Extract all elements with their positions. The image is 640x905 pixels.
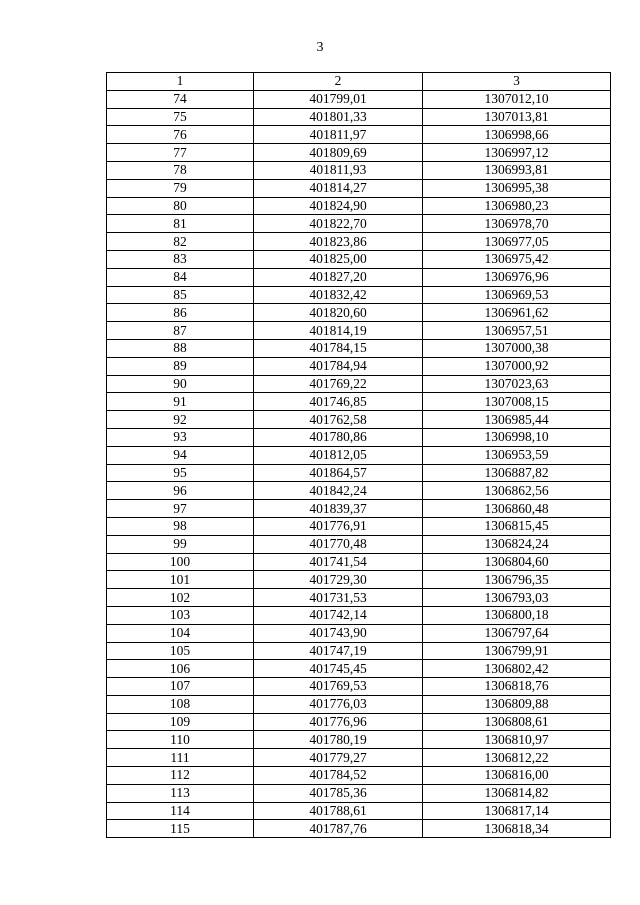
y-coordinate-cell: 1306957,51 bbox=[423, 322, 611, 340]
point-number-cell: 102 bbox=[107, 589, 254, 607]
point-number-cell: 87 bbox=[107, 322, 254, 340]
point-number-cell: 100 bbox=[107, 553, 254, 571]
y-coordinate-cell: 1307000,38 bbox=[423, 339, 611, 357]
point-number-cell: 96 bbox=[107, 482, 254, 500]
point-number-cell: 114 bbox=[107, 802, 254, 820]
table-row bbox=[107, 304, 611, 322]
table-row bbox=[107, 660, 611, 678]
y-coordinate-cell: 1306862,56 bbox=[423, 482, 611, 500]
y-coordinate-cell: 1306812,22 bbox=[423, 749, 611, 767]
point-number-cell: 78 bbox=[107, 161, 254, 179]
table-row bbox=[107, 820, 611, 838]
point-number-cell: 74 bbox=[107, 90, 254, 108]
x-coordinate-cell: 401746,85 bbox=[254, 393, 423, 411]
point-number-cell: 76 bbox=[107, 126, 254, 144]
y-coordinate-cell: 1306824,24 bbox=[423, 535, 611, 553]
y-coordinate-cell: 1306995,38 bbox=[423, 179, 611, 197]
y-coordinate-cell: 1306969,53 bbox=[423, 286, 611, 304]
y-coordinate-cell: 1306804,60 bbox=[423, 553, 611, 571]
x-coordinate-cell: 401776,96 bbox=[254, 713, 423, 731]
table-row bbox=[107, 606, 611, 624]
point-number-cell: 82 bbox=[107, 233, 254, 251]
x-coordinate-cell: 401769,53 bbox=[254, 678, 423, 696]
point-number-cell: 85 bbox=[107, 286, 254, 304]
y-coordinate-cell: 1306818,76 bbox=[423, 678, 611, 696]
table-row bbox=[107, 553, 611, 571]
x-coordinate-cell: 401842,24 bbox=[254, 482, 423, 500]
x-coordinate-cell: 401811,93 bbox=[254, 161, 423, 179]
y-coordinate-cell: 1306797,64 bbox=[423, 624, 611, 642]
x-coordinate-cell: 401825,00 bbox=[254, 250, 423, 268]
table-body bbox=[107, 90, 611, 837]
y-coordinate-cell: 1306998,66 bbox=[423, 126, 611, 144]
point-number-cell: 101 bbox=[107, 571, 254, 589]
x-coordinate-cell: 401784,52 bbox=[254, 767, 423, 785]
table-row bbox=[107, 126, 611, 144]
x-coordinate-cell: 401729,30 bbox=[254, 571, 423, 589]
point-number-cell: 86 bbox=[107, 304, 254, 322]
y-coordinate-cell: 1306860,48 bbox=[423, 500, 611, 518]
table-row bbox=[107, 250, 611, 268]
y-coordinate-cell: 1306802,42 bbox=[423, 660, 611, 678]
y-coordinate-cell: 1307000,92 bbox=[423, 357, 611, 375]
x-coordinate-cell: 401839,37 bbox=[254, 500, 423, 518]
table-row bbox=[107, 322, 611, 340]
table-row bbox=[107, 624, 611, 642]
x-coordinate-cell: 401780,86 bbox=[254, 428, 423, 446]
point-number-cell: 88 bbox=[107, 339, 254, 357]
y-coordinate-cell: 1306993,81 bbox=[423, 161, 611, 179]
x-coordinate-cell: 401787,76 bbox=[254, 820, 423, 838]
x-coordinate-cell: 401784,94 bbox=[254, 357, 423, 375]
table-row bbox=[107, 375, 611, 393]
x-coordinate-cell: 401780,19 bbox=[254, 731, 423, 749]
table-row bbox=[107, 357, 611, 375]
table-row bbox=[107, 678, 611, 696]
x-coordinate-cell: 401762,58 bbox=[254, 411, 423, 429]
y-coordinate-cell: 1306814,82 bbox=[423, 784, 611, 802]
point-number-cell: 105 bbox=[107, 642, 254, 660]
point-number-cell: 81 bbox=[107, 215, 254, 233]
x-coordinate-cell: 401776,03 bbox=[254, 695, 423, 713]
table-row bbox=[107, 731, 611, 749]
point-number-cell: 91 bbox=[107, 393, 254, 411]
x-coordinate-cell: 401801,33 bbox=[254, 108, 423, 126]
y-coordinate-cell: 1306815,45 bbox=[423, 517, 611, 535]
y-coordinate-cell: 1306977,05 bbox=[423, 233, 611, 251]
table-row bbox=[107, 500, 611, 518]
x-coordinate-cell: 401799,01 bbox=[254, 90, 423, 108]
point-number-cell: 89 bbox=[107, 357, 254, 375]
point-number-cell: 77 bbox=[107, 144, 254, 162]
column-header-3: 3 bbox=[423, 73, 611, 91]
table-row bbox=[107, 535, 611, 553]
x-coordinate-cell: 401742,14 bbox=[254, 606, 423, 624]
y-coordinate-cell: 1306808,61 bbox=[423, 713, 611, 731]
x-coordinate-cell: 401823,86 bbox=[254, 233, 423, 251]
y-coordinate-cell: 1306887,82 bbox=[423, 464, 611, 482]
point-number-cell: 83 bbox=[107, 250, 254, 268]
x-coordinate-cell: 401784,15 bbox=[254, 339, 423, 357]
point-number-cell: 80 bbox=[107, 197, 254, 215]
y-coordinate-cell: 1306818,34 bbox=[423, 820, 611, 838]
x-coordinate-cell: 401822,70 bbox=[254, 215, 423, 233]
x-coordinate-cell: 401832,42 bbox=[254, 286, 423, 304]
point-number-cell: 104 bbox=[107, 624, 254, 642]
table-row bbox=[107, 713, 611, 731]
page-number: 3 bbox=[316, 40, 324, 55]
point-number-cell: 112 bbox=[107, 767, 254, 785]
table-row bbox=[107, 749, 611, 767]
y-coordinate-cell: 1306799,91 bbox=[423, 642, 611, 660]
table-row bbox=[107, 90, 611, 108]
y-coordinate-cell: 1306997,12 bbox=[423, 144, 611, 162]
x-coordinate-cell: 401864,57 bbox=[254, 464, 423, 482]
y-coordinate-cell: 1306980,23 bbox=[423, 197, 611, 215]
table-row bbox=[107, 215, 611, 233]
point-number-cell: 98 bbox=[107, 517, 254, 535]
point-number-cell: 109 bbox=[107, 713, 254, 731]
x-coordinate-cell: 401814,19 bbox=[254, 322, 423, 340]
x-coordinate-cell: 401820,60 bbox=[254, 304, 423, 322]
table-row bbox=[107, 411, 611, 429]
table-row bbox=[107, 482, 611, 500]
table-row bbox=[107, 179, 611, 197]
point-number-cell: 113 bbox=[107, 784, 254, 802]
column-header-2: 2 bbox=[254, 73, 423, 91]
y-coordinate-cell: 1306976,96 bbox=[423, 268, 611, 286]
x-coordinate-cell: 401824,90 bbox=[254, 197, 423, 215]
point-number-cell: 111 bbox=[107, 749, 254, 767]
point-number-cell: 79 bbox=[107, 179, 254, 197]
x-coordinate-cell: 401779,27 bbox=[254, 749, 423, 767]
y-coordinate-cell: 1306817,14 bbox=[423, 802, 611, 820]
point-number-cell: 84 bbox=[107, 268, 254, 286]
y-coordinate-cell: 1306985,44 bbox=[423, 411, 611, 429]
point-number-cell: 108 bbox=[107, 695, 254, 713]
x-coordinate-cell: 401811,97 bbox=[254, 126, 423, 144]
table-row bbox=[107, 161, 611, 179]
y-coordinate-cell: 1306800,18 bbox=[423, 606, 611, 624]
table-row bbox=[107, 464, 611, 482]
x-coordinate-cell: 401769,22 bbox=[254, 375, 423, 393]
table-row bbox=[107, 446, 611, 464]
point-number-cell: 75 bbox=[107, 108, 254, 126]
y-coordinate-cell: 1306810,97 bbox=[423, 731, 611, 749]
x-coordinate-cell: 401747,19 bbox=[254, 642, 423, 660]
table-row bbox=[107, 108, 611, 126]
x-coordinate-cell: 401785,36 bbox=[254, 784, 423, 802]
y-coordinate-cell: 1307013,81 bbox=[423, 108, 611, 126]
point-number-cell: 115 bbox=[107, 820, 254, 838]
point-number-cell: 107 bbox=[107, 678, 254, 696]
table-row bbox=[107, 802, 611, 820]
column-header-1: 1 bbox=[107, 73, 254, 91]
y-coordinate-cell: 1306953,59 bbox=[423, 446, 611, 464]
table-row bbox=[107, 233, 611, 251]
x-coordinate-cell: 401770,48 bbox=[254, 535, 423, 553]
y-coordinate-cell: 1306793,03 bbox=[423, 589, 611, 607]
point-number-cell: 95 bbox=[107, 464, 254, 482]
x-coordinate-cell: 401809,69 bbox=[254, 144, 423, 162]
point-number-cell: 92 bbox=[107, 411, 254, 429]
point-number-cell: 99 bbox=[107, 535, 254, 553]
y-coordinate-cell: 1307012,10 bbox=[423, 90, 611, 108]
table-header-row bbox=[107, 73, 611, 91]
x-coordinate-cell: 401814,27 bbox=[254, 179, 423, 197]
y-coordinate-cell: 1306961,62 bbox=[423, 304, 611, 322]
table-row bbox=[107, 428, 611, 446]
point-number-cell: 106 bbox=[107, 660, 254, 678]
table-row bbox=[107, 393, 611, 411]
table-row bbox=[107, 767, 611, 785]
x-coordinate-cell: 401776,91 bbox=[254, 517, 423, 535]
y-coordinate-cell: 1307023,63 bbox=[423, 375, 611, 393]
table-row bbox=[107, 197, 611, 215]
table-row bbox=[107, 589, 611, 607]
x-coordinate-cell: 401741,54 bbox=[254, 553, 423, 571]
y-coordinate-cell: 1306975,42 bbox=[423, 250, 611, 268]
y-coordinate-cell: 1306998,10 bbox=[423, 428, 611, 446]
y-coordinate-cell: 1306978,70 bbox=[423, 215, 611, 233]
point-number-cell: 103 bbox=[107, 606, 254, 624]
x-coordinate-cell: 401812,05 bbox=[254, 446, 423, 464]
point-number-cell: 94 bbox=[107, 446, 254, 464]
table-row bbox=[107, 784, 611, 802]
y-coordinate-cell: 1306796,35 bbox=[423, 571, 611, 589]
table-row bbox=[107, 571, 611, 589]
x-coordinate-cell: 401788,61 bbox=[254, 802, 423, 820]
point-number-cell: 110 bbox=[107, 731, 254, 749]
point-number-cell: 97 bbox=[107, 500, 254, 518]
point-number-cell: 93 bbox=[107, 428, 254, 446]
table-row bbox=[107, 286, 611, 304]
table-row bbox=[107, 642, 611, 660]
table-row bbox=[107, 695, 611, 713]
table-row bbox=[107, 339, 611, 357]
x-coordinate-cell: 401745,45 bbox=[254, 660, 423, 678]
y-coordinate-cell: 1307008,15 bbox=[423, 393, 611, 411]
x-coordinate-cell: 401731,53 bbox=[254, 589, 423, 607]
y-coordinate-cell: 1306816,00 bbox=[423, 767, 611, 785]
x-coordinate-cell: 401827,20 bbox=[254, 268, 423, 286]
table-row bbox=[107, 517, 611, 535]
y-coordinate-cell: 1306809,88 bbox=[423, 695, 611, 713]
table-row bbox=[107, 268, 611, 286]
x-coordinate-cell: 401743,90 bbox=[254, 624, 423, 642]
coordinates-table bbox=[106, 72, 611, 838]
table-row bbox=[107, 144, 611, 162]
point-number-cell: 90 bbox=[107, 375, 254, 393]
